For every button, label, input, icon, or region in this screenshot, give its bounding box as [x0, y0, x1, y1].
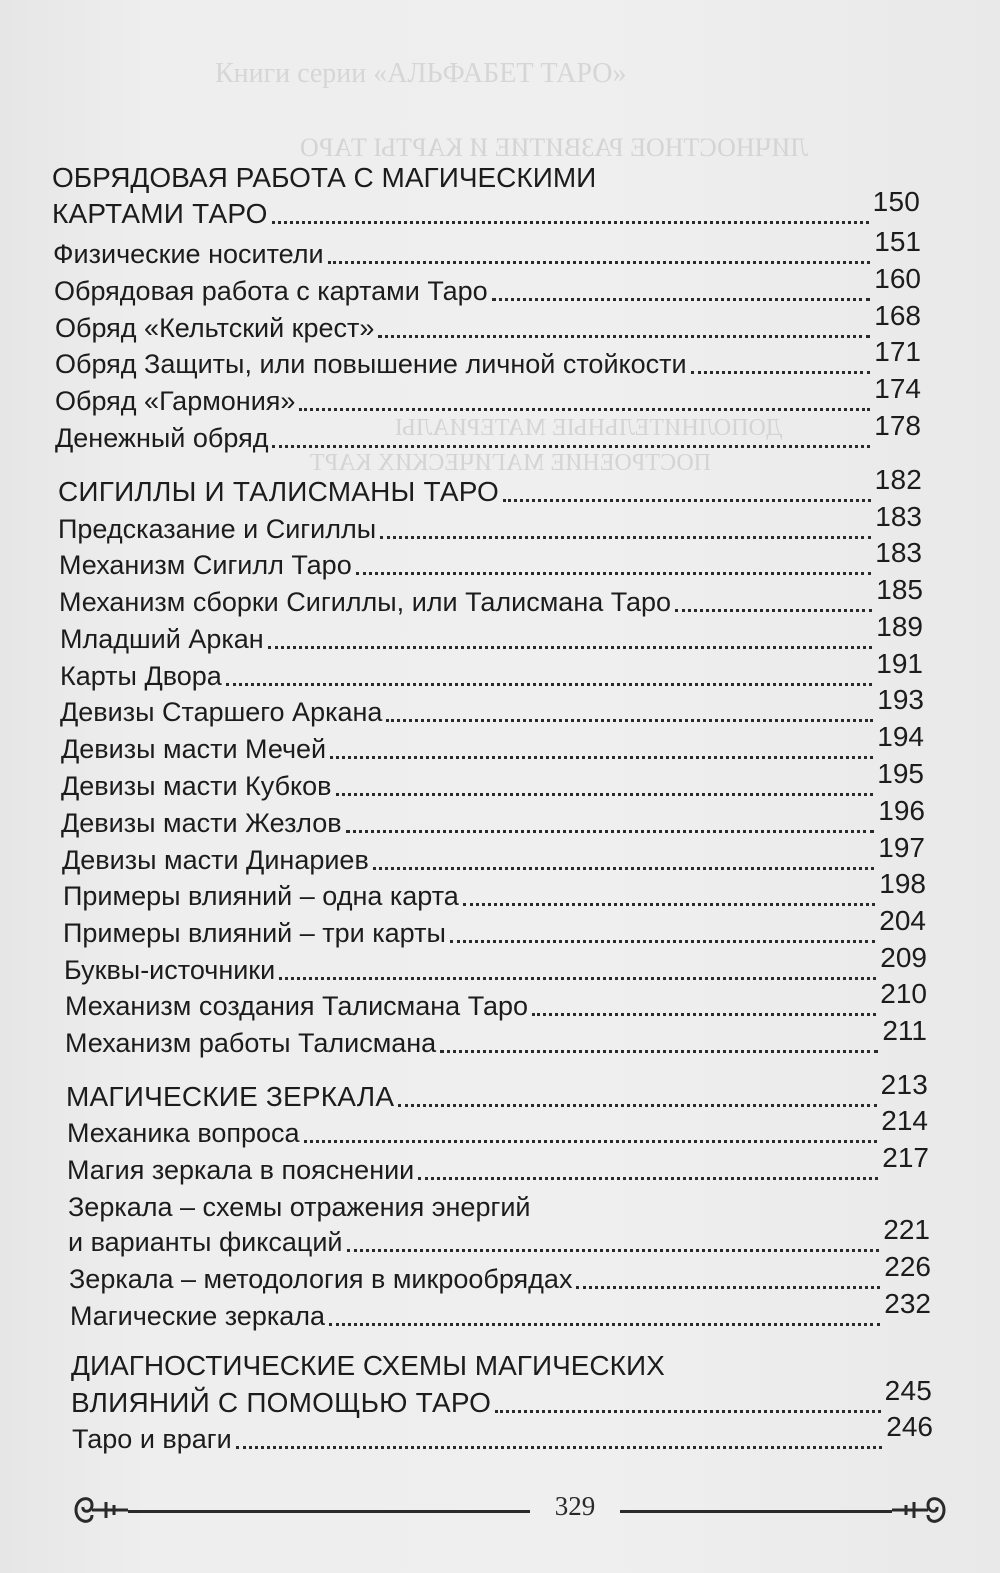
toc-entry[interactable]	[55, 410, 921, 456]
toc-entry[interactable]	[55, 373, 921, 419]
dot-leader	[272, 221, 869, 224]
toc-entry-title: Механизм работы Талисмана	[65, 1028, 437, 1058]
toc-entry[interactable]	[61, 721, 924, 767]
toc-entry[interactable]	[58, 501, 922, 547]
toc-entry-title: Механизм сборки Сигиллы, или Талисмана Таро	[59, 587, 672, 617]
toc-entry-title: и варианты фиксаций	[68, 1227, 343, 1257]
toc-entry[interactable]	[62, 832, 925, 878]
toc-entry-title: ВЛИЯНИЙ С ПОМОЩЬЮ ТАРО	[71, 1387, 492, 1418]
toc-entry-page: 217	[882, 1142, 929, 1173]
toc-entry-title: Девизы Старшего Аркана	[60, 697, 383, 727]
toc-entry[interactable]	[63, 868, 926, 914]
dot-leader	[386, 719, 873, 722]
dot-leader	[299, 408, 870, 411]
footer-rule-left	[128, 1510, 530, 1513]
toc-entry-page: 245	[884, 1375, 932, 1406]
toc-entry-page: 226	[884, 1251, 931, 1282]
dot-leader	[373, 867, 874, 870]
dot-leader	[346, 830, 875, 833]
dot-leader	[492, 298, 871, 301]
dot-leader	[268, 646, 873, 649]
toc-entry[interactable]	[59, 574, 923, 620]
toc-section-entry[interactable]	[66, 1069, 928, 1115]
toc-entry-page: 194	[877, 721, 924, 752]
bleed-through-line: ДОПОЛНИТЕЛЬНЫЕ МАТЕРИАЛЫ	[395, 415, 783, 441]
toc-entry-page: 160	[874, 263, 921, 294]
toc-entry-title: Обряд «Кельтский крест»	[55, 313, 375, 343]
dot-leader	[329, 1323, 880, 1326]
toc-entry-page: 185	[876, 574, 923, 605]
toc-entry-page: 178	[874, 410, 921, 441]
dot-leader	[328, 261, 871, 264]
toc-entry-page: 204	[879, 905, 926, 936]
dot-leader	[380, 536, 871, 539]
toc-entry[interactable]	[54, 263, 921, 309]
dot-leader	[347, 1249, 880, 1252]
toc-entry[interactable]	[55, 300, 921, 346]
toc-entry-page: 189	[876, 611, 923, 642]
toc-entry[interactable]	[65, 1015, 927, 1061]
toc-entry[interactable]	[72, 1411, 933, 1457]
toc-entry[interactable]	[60, 684, 924, 730]
toc-entry-title: Младший Аркан	[60, 624, 264, 654]
toc-entry-title: Магические зеркала	[70, 1301, 326, 1331]
toc-entry-page: 197	[878, 832, 925, 863]
toc-entry-title: Зеркала – методология в микрообрядах	[69, 1264, 573, 1294]
toc-entry[interactable]	[53, 226, 921, 272]
dot-leader	[378, 335, 870, 338]
toc-entry-page: 198	[879, 868, 926, 899]
dot-leader	[675, 609, 872, 612]
dot-leader	[418, 1177, 878, 1180]
page-number: 329	[554, 1491, 596, 1521]
toc-entry-page: 168	[874, 300, 921, 331]
toc-entry-title: Обряд Защиты, или повышение личной стойкости	[55, 349, 687, 379]
dot-leader	[495, 1410, 881, 1413]
right-ornament-icon	[890, 1487, 950, 1533]
toc-entry[interactable]	[68, 1214, 930, 1260]
toc-entry-page: 193	[877, 684, 924, 715]
toc-entry[interactable]	[67, 1105, 928, 1151]
toc-entry-title: Механизм создания Талисмана Таро	[65, 991, 529, 1021]
dot-leader	[398, 1104, 876, 1107]
dot-leader	[236, 1446, 883, 1449]
toc-entry-page: 182	[874, 464, 922, 495]
dot-leader	[304, 1140, 878, 1143]
page-footer	[70, 1485, 950, 1535]
toc-entry[interactable]	[61, 758, 924, 804]
toc-entry-title: Примеры влияний – три карты	[63, 918, 446, 948]
toc-entry[interactable]	[63, 905, 926, 951]
section-heading-line: ДИАГНОСТИЧЕСКИЕ СХЕМЫ МАГИЧЕСКИХ	[71, 1350, 665, 1381]
toc-entry-page: 213	[880, 1069, 928, 1100]
toc-entry-title: Карты Двора	[60, 661, 222, 691]
toc-entry[interactable]	[61, 795, 925, 841]
dot-leader	[576, 1286, 880, 1289]
toc-section-entry[interactable]	[58, 464, 922, 510]
dot-leader	[691, 371, 871, 374]
toc-entry-title: МАГИЧЕСКИЕ ЗЕРКАЛА	[66, 1081, 395, 1112]
toc-entry-title: Девизы масти Кубков	[61, 771, 332, 801]
toc-entry-title: КАРТАМИ ТАРО	[52, 198, 268, 229]
dot-leader	[450, 940, 875, 943]
toc-entry-page: 171	[874, 336, 921, 367]
toc-entry-title: СИГИЛЛЫ И ТАЛИСМАНЫ ТАРО	[58, 476, 500, 507]
toc-entry[interactable]	[65, 978, 927, 1024]
toc-entry-page: 221	[883, 1214, 930, 1245]
toc-entry-page: 151	[874, 226, 921, 257]
toc-section-entry[interactable]	[52, 186, 920, 232]
toc-entry[interactable]	[55, 336, 921, 382]
toc-entry-title: Девизы масти Динариев	[62, 845, 369, 875]
toc-entry-title: Денежный обряд	[55, 423, 269, 453]
toc-entry[interactable]	[67, 1142, 929, 1188]
dot-leader	[356, 572, 872, 575]
dot-leader	[503, 499, 871, 502]
toc-entry-page: 183	[875, 537, 922, 568]
dot-leader	[463, 903, 875, 906]
toc-entry-page: 246	[886, 1411, 933, 1442]
bleed-through-line: ПОСТРОЕНИЕ МАГИЧЕСКИХ КАРТ	[310, 450, 712, 476]
bleed-through-line: ЛИЧНОСТНОЕ РАЗВИТИЕ И КАРТЫ ТАРО	[300, 133, 808, 162]
toc-entry-title: Девизы масти Жезлов	[61, 808, 342, 838]
footer-rule-right	[620, 1510, 892, 1513]
toc-entry-page: 150	[872, 186, 920, 217]
toc-entry-page: 196	[878, 795, 925, 826]
toc-entry-title: Физические носители	[53, 239, 324, 269]
toc-entry-page: 209	[880, 942, 927, 973]
toc-section-entry[interactable]	[71, 1375, 932, 1421]
toc-entry-page: 232	[884, 1288, 931, 1319]
toc-entry-title: Магия зеркала в пояснении	[67, 1155, 415, 1185]
dot-leader	[336, 793, 874, 796]
toc-entry-page: 191	[876, 648, 923, 679]
toc-entry-title: Примеры влияний – одна карта	[63, 881, 459, 911]
left-ornament-icon	[70, 1487, 130, 1533]
toc-entry-page: 211	[882, 1015, 927, 1046]
toc-entry-title: Обряд «Гармония»	[55, 386, 296, 416]
toc-entry[interactable]	[60, 648, 923, 694]
toc-entry[interactable]	[60, 611, 923, 657]
dot-leader	[226, 683, 872, 686]
toc-entry[interactable]	[70, 1288, 931, 1334]
toc-entry-title: Обрядовая работа с картами Таро	[54, 276, 488, 306]
bleed-through-header: Книги серии «АЛЬФАБЕТ ТАРО»	[215, 58, 627, 89]
toc-entry-first-line: Зеркала – схемы отражения энергий	[68, 1192, 531, 1222]
toc-entry-title: Таро и враги	[72, 1424, 232, 1454]
toc-entry[interactable]	[69, 1251, 931, 1297]
toc-entry-title: Механика вопроса	[67, 1118, 300, 1148]
dot-leader	[279, 977, 876, 980]
toc-entry-page: 183	[875, 501, 922, 532]
toc-entry-title: Предсказание и Сигиллы	[58, 514, 377, 544]
dot-leader	[532, 1013, 876, 1016]
toc-entry-title: Девизы масти Мечей	[61, 734, 327, 764]
toc-entry[interactable]	[59, 537, 922, 583]
toc-entry-page: 210	[880, 978, 927, 1009]
dot-leader	[440, 1050, 878, 1053]
toc-entry-title: Механизм Сигилл Таро	[59, 550, 352, 580]
toc-entry-page: 195	[877, 758, 924, 789]
section-heading-line: ОБРЯДОВАЯ РАБОТА С МАГИЧЕСКИМИ	[52, 162, 597, 193]
toc-entry-title: Буквы-источники	[64, 955, 276, 985]
toc-entry-page: 174	[874, 373, 921, 404]
toc-entry[interactable]	[64, 942, 927, 988]
dot-leader	[330, 756, 873, 759]
dot-leader	[272, 445, 870, 448]
toc-entry-page: 214	[881, 1105, 928, 1136]
